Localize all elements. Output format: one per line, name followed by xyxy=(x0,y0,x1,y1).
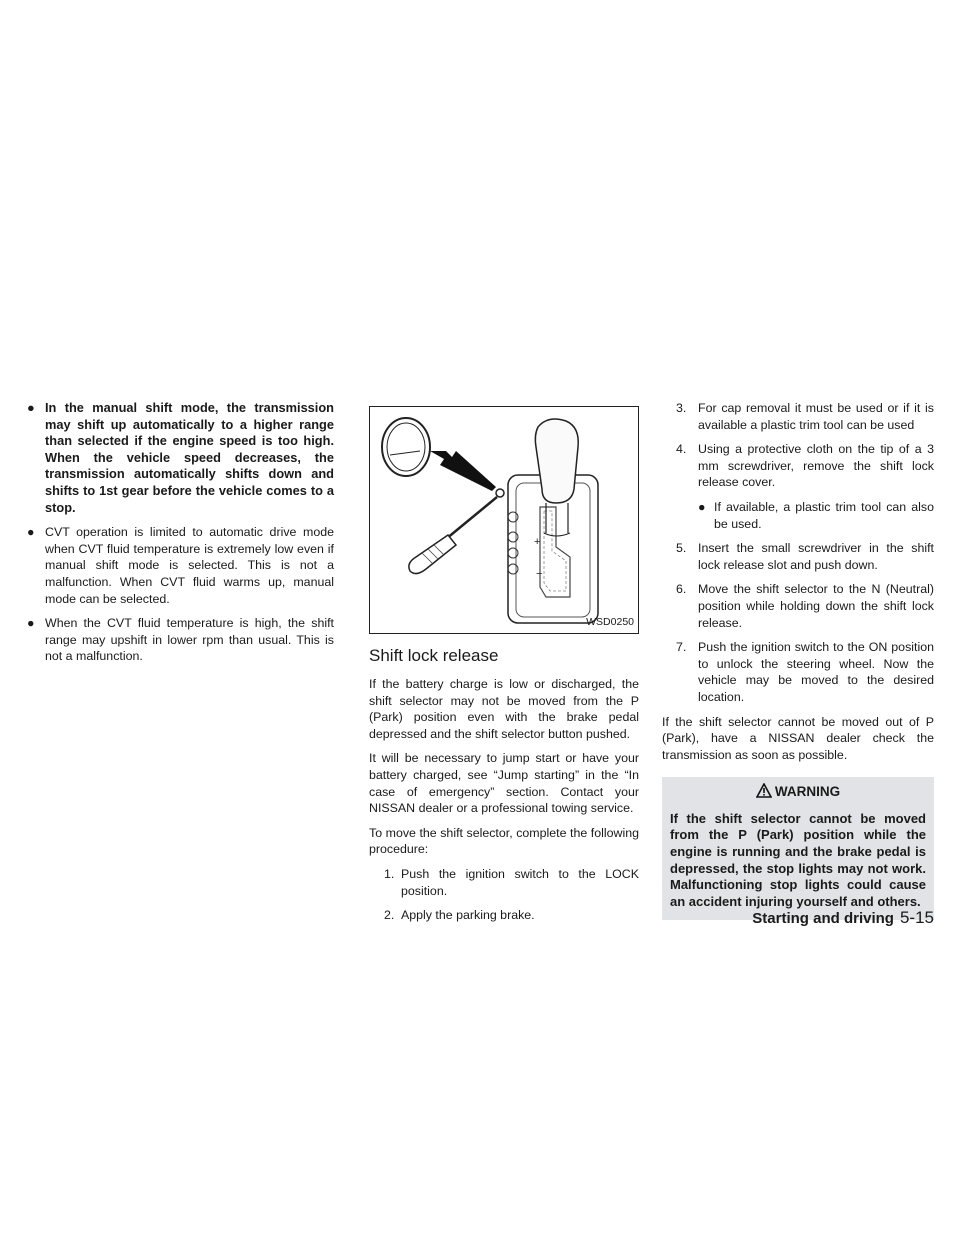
bullet-text: When the CVT fluid temperature is high, the shift range may upshift in lower rpm than usual. This is not a malfunction. xyxy=(45,616,334,664)
step-text: Using a protective cloth on the tip of a 3 mm screwdriver, remove the shift lock release cover. xyxy=(698,442,934,490)
bullet-icon: ● xyxy=(27,525,35,540)
page-number: 5-15 xyxy=(899,908,934,927)
shift-lock-figure xyxy=(369,406,639,634)
step-text: Push the ignition switch to the ON position to unlock the steering wheel. Now the vehicle may be moved to the desired location. xyxy=(698,640,934,704)
bullet-text: In the manual shift mode, the transmission may shift up automatically to a higher range than selected if the engine speed is too high. When the vehicle speed decreases, the transmission automatically shifts down and shifts to 1st gear before the vehicle comes to a stop. xyxy=(45,400,334,515)
bullet-cvt-high-temp xyxy=(27,615,334,665)
procedure-step xyxy=(662,639,934,705)
screwdriver-icon xyxy=(409,535,456,574)
step-number: 4. xyxy=(676,442,687,457)
screwdriver-shaft xyxy=(446,497,497,539)
sub-bullet xyxy=(662,499,934,532)
arrow-icon xyxy=(430,451,496,491)
warning-triangle-icon xyxy=(756,783,772,798)
bullet-cvt-low-temp xyxy=(27,524,334,607)
step-number: 2. xyxy=(384,908,395,923)
section-title: Shift lock release xyxy=(369,646,499,665)
paragraph: If the shift selector cannot be moved out of P (Park), have a NISSAN dealer check the transmission as soon as possible. xyxy=(662,714,934,762)
warning-header xyxy=(662,777,934,807)
sub-bullet-text: If available, a plastic trim tool can also be used. xyxy=(714,499,934,531)
procedure-step xyxy=(662,581,934,631)
paragraph: To move the shift selector, complete the following procedure: xyxy=(369,825,639,857)
step-text: For cap removal it must be used or if it is available a plastic trim tool can be used xyxy=(698,401,934,432)
paragraph: It will be necessary to jump start or have your battery charged, see “Jump starting” in the “In case of emergency” section. Contact your NISSAN dealer or a professional towing service. xyxy=(369,751,639,816)
minus-label: − xyxy=(536,568,543,580)
step-text: Move the shift selector to the N (Neutral) position while holding down the shift lock release. xyxy=(698,582,934,630)
plus-label: + xyxy=(534,536,541,548)
release-slot-icon xyxy=(496,489,504,497)
bullet-manual-shift xyxy=(27,400,334,516)
step-number: 7. xyxy=(676,640,687,655)
warning-text: If the shift selector cannot be moved from the P (Park) position while the engine is running and the brake pedal is depressed, the stop lights may not work. Malfunctioning stop lights could cause an accident injuring yourself and others. xyxy=(670,810,926,909)
step-number: 6. xyxy=(676,582,687,597)
procedure-step xyxy=(662,441,934,491)
procedure-step xyxy=(662,400,934,433)
page-footer xyxy=(752,908,934,928)
procedure-step xyxy=(369,866,639,899)
step-text: Push the ignition switch to the LOCK position. xyxy=(401,866,639,898)
warning-title: WARNING xyxy=(774,784,841,800)
step-text: Insert the small screwdriver in the shift lock release slot and push down. xyxy=(698,541,934,572)
step-number: 3. xyxy=(676,401,687,415)
shift-lock-illustration xyxy=(370,407,638,633)
bullet-text: CVT operation is limited to automatic drive mode when CVT fluid temperature is extremely low even if manual shift mode is selected. This is not a malfunction. When CVT fluid warms up, manual mode can be selected. xyxy=(45,525,334,606)
bullet-icon: ● xyxy=(27,400,35,415)
middle-column xyxy=(369,400,639,932)
release-cover-inner xyxy=(387,423,425,471)
figure-caption: WSD0250 xyxy=(586,616,634,629)
step-number: 1. xyxy=(384,866,395,881)
step-number: 5. xyxy=(676,541,687,556)
procedure-step xyxy=(369,907,639,924)
shift-knob-icon xyxy=(535,419,578,503)
left-column xyxy=(27,400,334,673)
footer-section-title: Starting and driving xyxy=(752,910,894,927)
procedure-step xyxy=(662,540,934,573)
release-cover-icon xyxy=(382,418,430,476)
right-column xyxy=(662,400,934,920)
bullet-icon: ● xyxy=(698,499,706,514)
paragraph: If the battery charge is low or discharged, the shift selector may not be moved from the P (Park) position even with the brake pedal depressed and the shift selector button pushed. xyxy=(369,677,639,741)
bullet-icon: ● xyxy=(27,616,35,631)
step-text: Apply the parking brake. xyxy=(401,908,535,923)
warning-box xyxy=(662,777,934,920)
